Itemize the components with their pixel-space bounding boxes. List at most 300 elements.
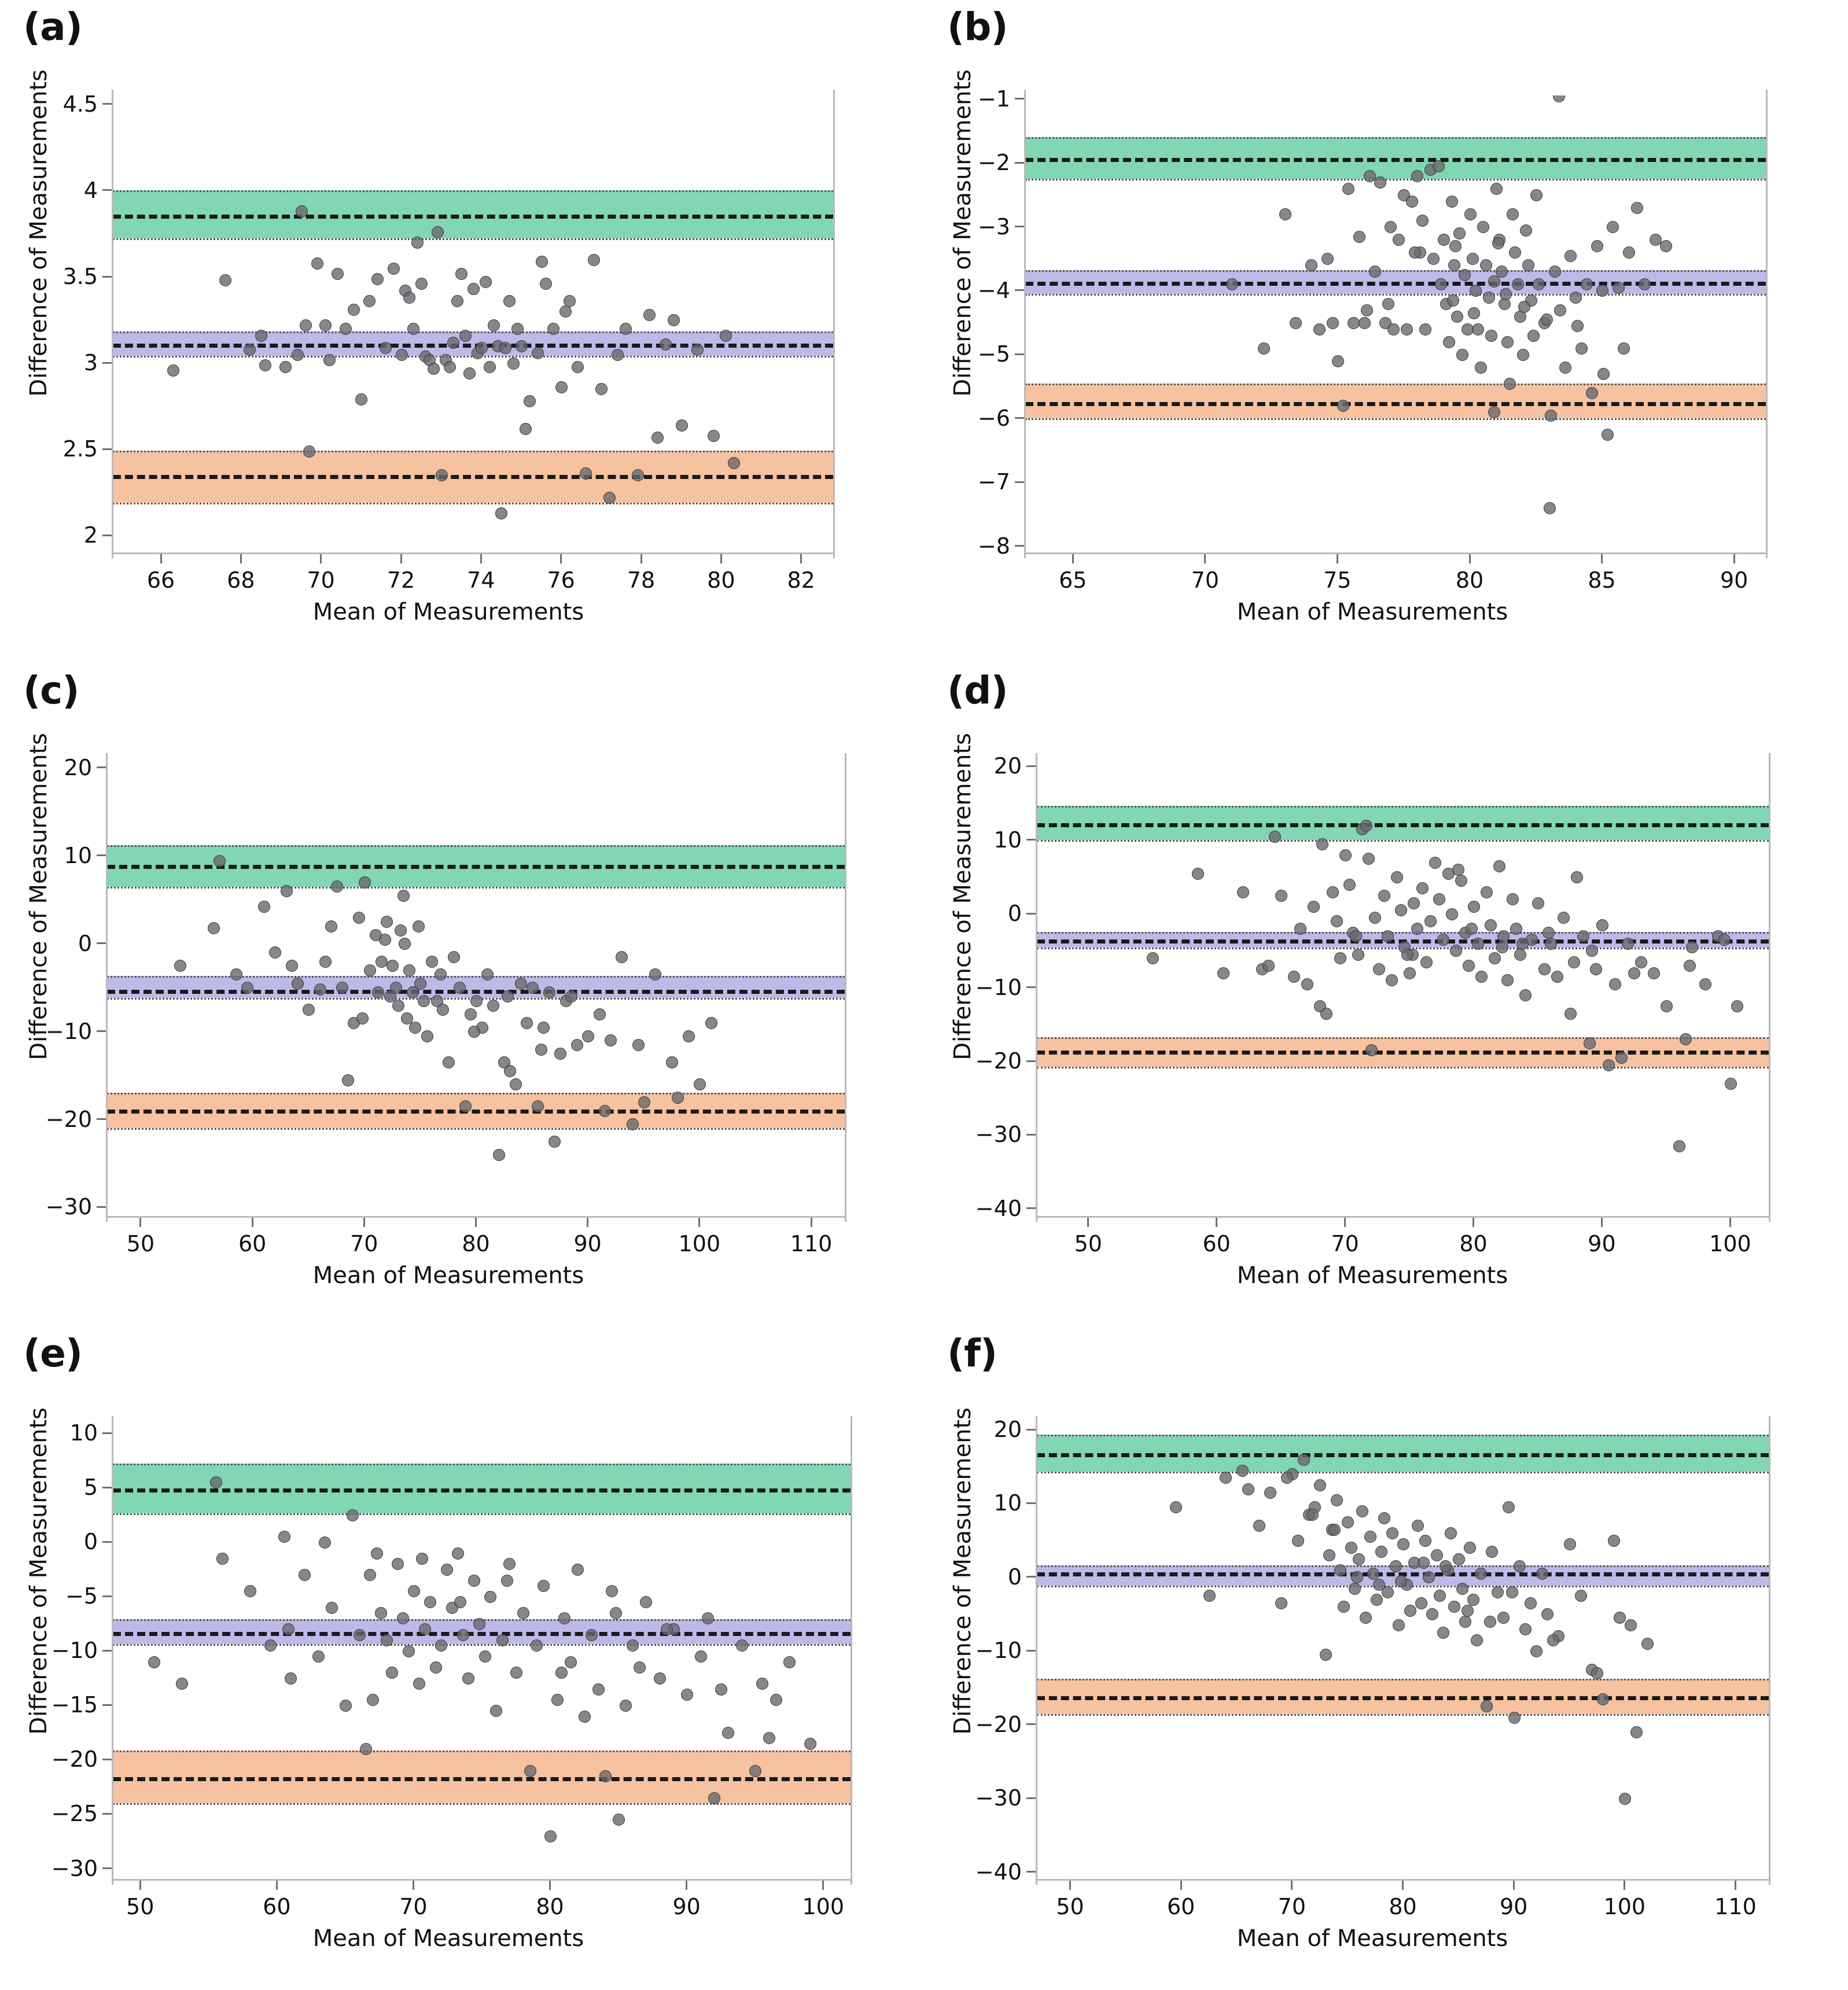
data-point bbox=[1519, 989, 1532, 1001]
data-point bbox=[488, 319, 500, 331]
data-point bbox=[1443, 336, 1455, 348]
data-point bbox=[1475, 362, 1487, 374]
data-point bbox=[473, 1618, 485, 1630]
data-point bbox=[1660, 240, 1672, 252]
y-tick bbox=[97, 1118, 106, 1120]
data-point bbox=[436, 469, 448, 481]
data-point bbox=[1477, 221, 1489, 233]
data-point bbox=[1661, 1000, 1673, 1012]
x-tick-label: 78 bbox=[627, 567, 656, 593]
data-point bbox=[1382, 298, 1394, 310]
band-edge-line bbox=[1037, 1472, 1769, 1473]
data-point bbox=[451, 295, 463, 307]
data-point bbox=[1447, 294, 1459, 307]
data-point bbox=[1147, 952, 1159, 964]
data-point bbox=[499, 342, 511, 354]
bias-line bbox=[113, 1632, 851, 1636]
data-point bbox=[331, 880, 343, 893]
data-point bbox=[409, 1022, 421, 1034]
y-tick bbox=[97, 766, 106, 768]
data-point bbox=[1503, 1501, 1515, 1513]
lower-loa-line bbox=[113, 475, 833, 479]
data-point bbox=[1508, 1712, 1521, 1724]
data-point bbox=[421, 1030, 433, 1042]
y-tick-label: 0 bbox=[78, 930, 92, 956]
data-point bbox=[1490, 183, 1503, 195]
lower-loa-line bbox=[1037, 1051, 1769, 1055]
data-point bbox=[1504, 378, 1516, 390]
x-tick-label: 110 bbox=[1714, 1894, 1757, 1920]
data-point bbox=[1485, 919, 1497, 931]
data-point bbox=[1170, 1501, 1182, 1513]
data-point bbox=[1416, 882, 1429, 894]
x-tick-label: 100 bbox=[802, 1894, 845, 1920]
data-point bbox=[319, 956, 332, 968]
data-point bbox=[1353, 231, 1365, 243]
data-point bbox=[1409, 246, 1421, 259]
data-point bbox=[520, 423, 532, 435]
data-point bbox=[395, 924, 407, 937]
y-tick-label: 3.5 bbox=[62, 264, 98, 290]
data-point bbox=[1544, 502, 1556, 514]
data-point bbox=[1378, 890, 1390, 902]
x-tick bbox=[1069, 1881, 1071, 1890]
data-point bbox=[241, 982, 253, 994]
data-point bbox=[592, 1683, 605, 1696]
data-point bbox=[1554, 304, 1566, 316]
data-point bbox=[1345, 1542, 1357, 1554]
x-tick bbox=[1513, 1881, 1515, 1890]
data-point bbox=[651, 432, 664, 444]
data-point bbox=[455, 268, 467, 280]
y-tick bbox=[102, 362, 112, 364]
data-point bbox=[1416, 215, 1429, 227]
data-point bbox=[1290, 317, 1302, 329]
y-tick-label: 10 bbox=[69, 1420, 98, 1446]
data-point bbox=[1532, 897, 1544, 909]
y-axis-title-d: Difference of Measurements bbox=[949, 732, 976, 1060]
band-edge-line bbox=[1037, 1714, 1769, 1716]
x-tick-label: 50 bbox=[126, 1894, 154, 1920]
data-point bbox=[1192, 868, 1204, 880]
data-point bbox=[323, 354, 336, 366]
data-point bbox=[1475, 971, 1488, 983]
band-edge-line bbox=[107, 845, 845, 847]
data-point bbox=[1331, 915, 1343, 927]
x-tick bbox=[1216, 1218, 1217, 1227]
data-point bbox=[426, 956, 438, 968]
data-point bbox=[1527, 330, 1540, 342]
y-tick-label: 20 bbox=[64, 754, 92, 780]
data-point bbox=[1419, 1535, 1431, 1547]
x-tick bbox=[686, 1881, 687, 1890]
data-point bbox=[555, 1667, 568, 1679]
data-point bbox=[1262, 960, 1275, 972]
data-point bbox=[392, 1000, 404, 1012]
y-tick-label: 4.5 bbox=[62, 91, 98, 117]
data-point bbox=[580, 467, 592, 480]
data-point bbox=[1609, 978, 1621, 990]
x-tick-label: 74 bbox=[467, 567, 495, 593]
data-point bbox=[1630, 1726, 1643, 1738]
x-tick bbox=[1337, 554, 1338, 563]
x-tick bbox=[1624, 1881, 1625, 1890]
data-point bbox=[527, 982, 539, 994]
data-point bbox=[1395, 1575, 1407, 1587]
data-point bbox=[544, 1830, 557, 1842]
x-tick bbox=[252, 1218, 253, 1227]
y-tick bbox=[1026, 1723, 1036, 1725]
data-point bbox=[1411, 170, 1423, 182]
data-point bbox=[414, 978, 426, 990]
data-point bbox=[554, 1048, 566, 1060]
band-edge-line bbox=[113, 451, 833, 452]
y-tick bbox=[97, 1206, 106, 1208]
data-point bbox=[1395, 904, 1407, 916]
x-tick bbox=[1291, 1881, 1293, 1890]
data-point bbox=[1481, 1700, 1493, 1712]
data-point bbox=[1434, 1590, 1446, 1602]
x-tick bbox=[1402, 1881, 1404, 1890]
y-tick bbox=[1026, 1797, 1036, 1799]
data-point bbox=[1591, 240, 1603, 252]
data-point bbox=[503, 1558, 516, 1570]
data-point bbox=[285, 1672, 297, 1685]
data-point bbox=[1306, 1509, 1319, 1521]
data-point bbox=[213, 855, 226, 867]
x-tick-label: 80 bbox=[1389, 1894, 1417, 1920]
data-point bbox=[1361, 304, 1373, 316]
data-point bbox=[1536, 1568, 1548, 1580]
data-point bbox=[1437, 1627, 1449, 1639]
x-tick-label: 70 bbox=[399, 1894, 428, 1920]
y-axis-spine bbox=[112, 1416, 113, 1885]
data-point bbox=[353, 912, 365, 924]
data-point bbox=[1401, 949, 1413, 961]
data-point bbox=[1586, 945, 1598, 957]
data-point bbox=[332, 268, 344, 280]
band-edge-line bbox=[113, 503, 833, 504]
data-point bbox=[1541, 314, 1553, 326]
data-point bbox=[1496, 941, 1508, 953]
upper-loa-line bbox=[113, 215, 833, 219]
x-tick bbox=[1469, 554, 1471, 563]
data-point bbox=[359, 876, 371, 889]
data-point bbox=[1489, 952, 1501, 964]
data-point bbox=[371, 273, 384, 285]
band-edge-line bbox=[1037, 840, 1769, 842]
upper-loa-line bbox=[1025, 158, 1766, 162]
data-point bbox=[1590, 963, 1602, 975]
x-tick-label: 90 bbox=[672, 1894, 701, 1920]
y-tick-label: −5 bbox=[977, 341, 1010, 367]
y-tick bbox=[1026, 765, 1036, 767]
x-tick bbox=[720, 554, 722, 563]
data-point bbox=[538, 1022, 550, 1034]
data-point bbox=[381, 916, 393, 928]
data-point bbox=[219, 274, 231, 286]
x-tick-label: 80 bbox=[1455, 567, 1484, 593]
y-tick-label: −2 bbox=[977, 150, 1010, 175]
data-point bbox=[612, 349, 624, 361]
data-point bbox=[1390, 1560, 1402, 1572]
data-point bbox=[510, 1667, 522, 1679]
data-point bbox=[535, 1044, 547, 1056]
y-tick bbox=[1015, 417, 1024, 419]
x-axis-title-d: Mean of Measurements bbox=[1236, 1262, 1508, 1289]
data-point bbox=[1453, 227, 1466, 239]
data-point bbox=[381, 1634, 393, 1646]
y-tick-label: −10 bbox=[45, 1018, 92, 1044]
panel-b bbox=[924, 0, 1848, 664]
data-point bbox=[1351, 1571, 1363, 1583]
x-tick bbox=[139, 1218, 141, 1227]
data-point bbox=[1517, 349, 1529, 361]
y-axis-title-a: Difference of Measurements bbox=[25, 69, 52, 397]
x-tick-label: 50 bbox=[1074, 1230, 1102, 1256]
data-point bbox=[1331, 1494, 1343, 1506]
data-point bbox=[1543, 927, 1555, 939]
data-point bbox=[1631, 202, 1643, 214]
x-tick bbox=[1601, 1218, 1603, 1227]
x-tick-label: 100 bbox=[678, 1230, 721, 1256]
data-point bbox=[1298, 1454, 1310, 1466]
data-point bbox=[605, 1034, 617, 1046]
data-point bbox=[1393, 1619, 1405, 1631]
data-point bbox=[517, 1607, 529, 1619]
data-point bbox=[1408, 897, 1420, 909]
data-point bbox=[1446, 196, 1458, 208]
data-point bbox=[1506, 1586, 1518, 1598]
data-point bbox=[1525, 1597, 1537, 1609]
y-axis-spine bbox=[1036, 753, 1037, 1222]
y-tick-label: −7 bbox=[977, 469, 1010, 495]
data-point bbox=[424, 1596, 436, 1608]
y-tick-label: −30 bbox=[45, 1194, 92, 1220]
data-point bbox=[1334, 1564, 1346, 1576]
y-tick bbox=[1015, 481, 1024, 483]
x-tick bbox=[276, 1881, 278, 1890]
data-point bbox=[1520, 224, 1532, 237]
x-tick bbox=[160, 554, 162, 563]
data-point bbox=[279, 361, 292, 373]
x-tick bbox=[1472, 1218, 1474, 1227]
y-axis-spine bbox=[112, 90, 113, 558]
data-point bbox=[454, 1596, 466, 1608]
x-tick-label: 90 bbox=[1720, 567, 1748, 593]
data-point bbox=[1514, 949, 1526, 961]
data-point bbox=[435, 1639, 447, 1652]
data-point bbox=[627, 1639, 639, 1652]
data-point bbox=[756, 1678, 768, 1690]
y-tick-label: −3 bbox=[977, 213, 1010, 239]
confidence-band bbox=[1025, 384, 1766, 418]
data-point bbox=[1203, 1590, 1216, 1602]
data-point bbox=[1614, 1612, 1626, 1624]
data-point bbox=[1433, 893, 1445, 905]
band-edge-line bbox=[1037, 806, 1769, 808]
data-point bbox=[452, 1547, 464, 1560]
data-point bbox=[661, 1623, 673, 1635]
y-axis-title-b: Difference of Measurements bbox=[949, 69, 976, 397]
data-point bbox=[1334, 952, 1346, 964]
data-point bbox=[599, 1105, 611, 1117]
y-tick-label: −20 bbox=[45, 1106, 92, 1132]
data-point bbox=[551, 1694, 564, 1706]
data-point bbox=[606, 1585, 618, 1597]
data-point bbox=[397, 890, 410, 902]
data-point bbox=[1426, 1608, 1438, 1620]
data-point bbox=[1577, 930, 1589, 942]
band-edge-line bbox=[1025, 418, 1766, 420]
data-point bbox=[282, 1623, 294, 1635]
data-point bbox=[1220, 1472, 1232, 1484]
data-point bbox=[666, 1056, 678, 1068]
x-tick bbox=[549, 1881, 551, 1890]
x-tick bbox=[1204, 554, 1206, 563]
data-point bbox=[1467, 1594, 1479, 1606]
y-tick-label: 10 bbox=[993, 1490, 1022, 1516]
data-point bbox=[1545, 410, 1557, 422]
data-point bbox=[1418, 1557, 1430, 1569]
data-point bbox=[1386, 1527, 1398, 1539]
data-point bbox=[1468, 307, 1480, 319]
data-point bbox=[1518, 301, 1530, 313]
data-point bbox=[413, 1678, 425, 1690]
data-point bbox=[668, 314, 680, 326]
data-point bbox=[399, 938, 411, 950]
x-axis-title-c: Mean of Measurements bbox=[312, 1262, 584, 1289]
x-tick-label: 80 bbox=[462, 1230, 490, 1256]
data-point bbox=[643, 309, 656, 321]
x-tick-label: 68 bbox=[227, 567, 255, 593]
data-point bbox=[1365, 1044, 1378, 1056]
data-point bbox=[524, 1765, 536, 1777]
data-point bbox=[524, 395, 536, 407]
y-tick-label: −40 bbox=[975, 1195, 1022, 1221]
y-tick-label: −30 bbox=[975, 1122, 1022, 1148]
data-point bbox=[1412, 1520, 1424, 1532]
y-tick bbox=[1015, 162, 1024, 164]
data-point bbox=[702, 1612, 714, 1624]
x-tick bbox=[1729, 1218, 1731, 1227]
data-point bbox=[715, 1683, 727, 1696]
data-point bbox=[372, 986, 384, 998]
data-point bbox=[230, 968, 242, 981]
data-point bbox=[681, 1689, 693, 1701]
data-point bbox=[1602, 429, 1614, 441]
data-point bbox=[208, 922, 220, 934]
y-tick bbox=[102, 276, 112, 278]
data-point bbox=[559, 305, 572, 318]
data-point bbox=[371, 1547, 383, 1560]
x-tick-label: 66 bbox=[146, 567, 175, 593]
data-point bbox=[1391, 871, 1403, 883]
data-point bbox=[632, 469, 644, 481]
upper-loa-line bbox=[1037, 823, 1769, 827]
x-tick-label: 60 bbox=[1166, 1894, 1195, 1920]
data-point bbox=[1339, 849, 1352, 861]
data-point bbox=[286, 960, 298, 972]
x-axis-title-e: Mean of Measurements bbox=[312, 1925, 584, 1952]
data-point bbox=[558, 1612, 570, 1624]
data-point bbox=[432, 226, 444, 238]
data-point bbox=[595, 383, 608, 395]
y-tick-label: −10 bbox=[51, 1638, 98, 1664]
data-point bbox=[720, 330, 732, 342]
data-point bbox=[676, 419, 688, 432]
data-point bbox=[1484, 1616, 1496, 1628]
band-edge-line bbox=[107, 976, 845, 978]
data-point bbox=[582, 1030, 594, 1042]
data-point bbox=[1718, 934, 1731, 946]
data-point bbox=[1625, 1619, 1637, 1631]
data-point bbox=[1623, 246, 1635, 259]
plot-area-d bbox=[1037, 759, 1769, 1216]
data-point bbox=[1321, 253, 1334, 265]
data-point bbox=[599, 1770, 612, 1782]
y-axis-title-f: Difference of Measurements bbox=[949, 1407, 976, 1735]
data-point bbox=[1456, 349, 1468, 361]
data-point bbox=[1464, 208, 1477, 220]
panel-f bbox=[924, 1326, 1848, 1990]
data-point bbox=[638, 1096, 650, 1108]
lower-loa-line bbox=[1025, 402, 1766, 406]
panel-label-c: (c) bbox=[23, 668, 79, 713]
band-edge-line bbox=[113, 1803, 851, 1805]
lower-loa-line bbox=[1037, 1696, 1769, 1700]
band-edge-line bbox=[1037, 1037, 1769, 1039]
data-point bbox=[1686, 941, 1698, 953]
y-axis-spine bbox=[1024, 90, 1026, 558]
data-point bbox=[1635, 956, 1647, 968]
data-point bbox=[1575, 342, 1588, 355]
x-tick-label: 70 bbox=[307, 567, 335, 593]
data-point bbox=[1450, 945, 1462, 957]
y-tick-label: 20 bbox=[993, 753, 1022, 779]
data-point bbox=[1429, 857, 1441, 869]
data-point bbox=[1314, 1479, 1326, 1491]
x-tick-label: 50 bbox=[126, 1230, 155, 1256]
y-tick-label: 0 bbox=[1007, 1564, 1022, 1590]
y-tick bbox=[102, 1595, 112, 1597]
data-point bbox=[354, 1629, 366, 1641]
data-point bbox=[1607, 221, 1619, 233]
panel-label-f: (f) bbox=[947, 1331, 997, 1376]
data-point bbox=[1559, 362, 1571, 374]
data-point bbox=[565, 990, 577, 1003]
data-point bbox=[1258, 342, 1270, 355]
x-tick bbox=[363, 1218, 365, 1227]
y-tick-label: 3 bbox=[83, 350, 98, 376]
data-point bbox=[1463, 960, 1475, 972]
data-point bbox=[1488, 275, 1500, 288]
data-point bbox=[1437, 934, 1449, 946]
x-axis-title-f: Mean of Measurements bbox=[1236, 1925, 1508, 1952]
y-tick bbox=[1015, 289, 1024, 291]
data-point bbox=[1545, 938, 1557, 950]
data-point bbox=[347, 1509, 359, 1521]
y-tick-label: −10 bbox=[975, 974, 1022, 1000]
data-point bbox=[770, 1694, 782, 1706]
data-point bbox=[503, 295, 516, 307]
data-point bbox=[174, 960, 186, 972]
x-axis-spine bbox=[1036, 1216, 1770, 1218]
data-point bbox=[1420, 956, 1433, 968]
data-point bbox=[470, 995, 483, 1007]
x-tick-label: 70 bbox=[1191, 567, 1220, 593]
data-point bbox=[457, 1629, 469, 1641]
